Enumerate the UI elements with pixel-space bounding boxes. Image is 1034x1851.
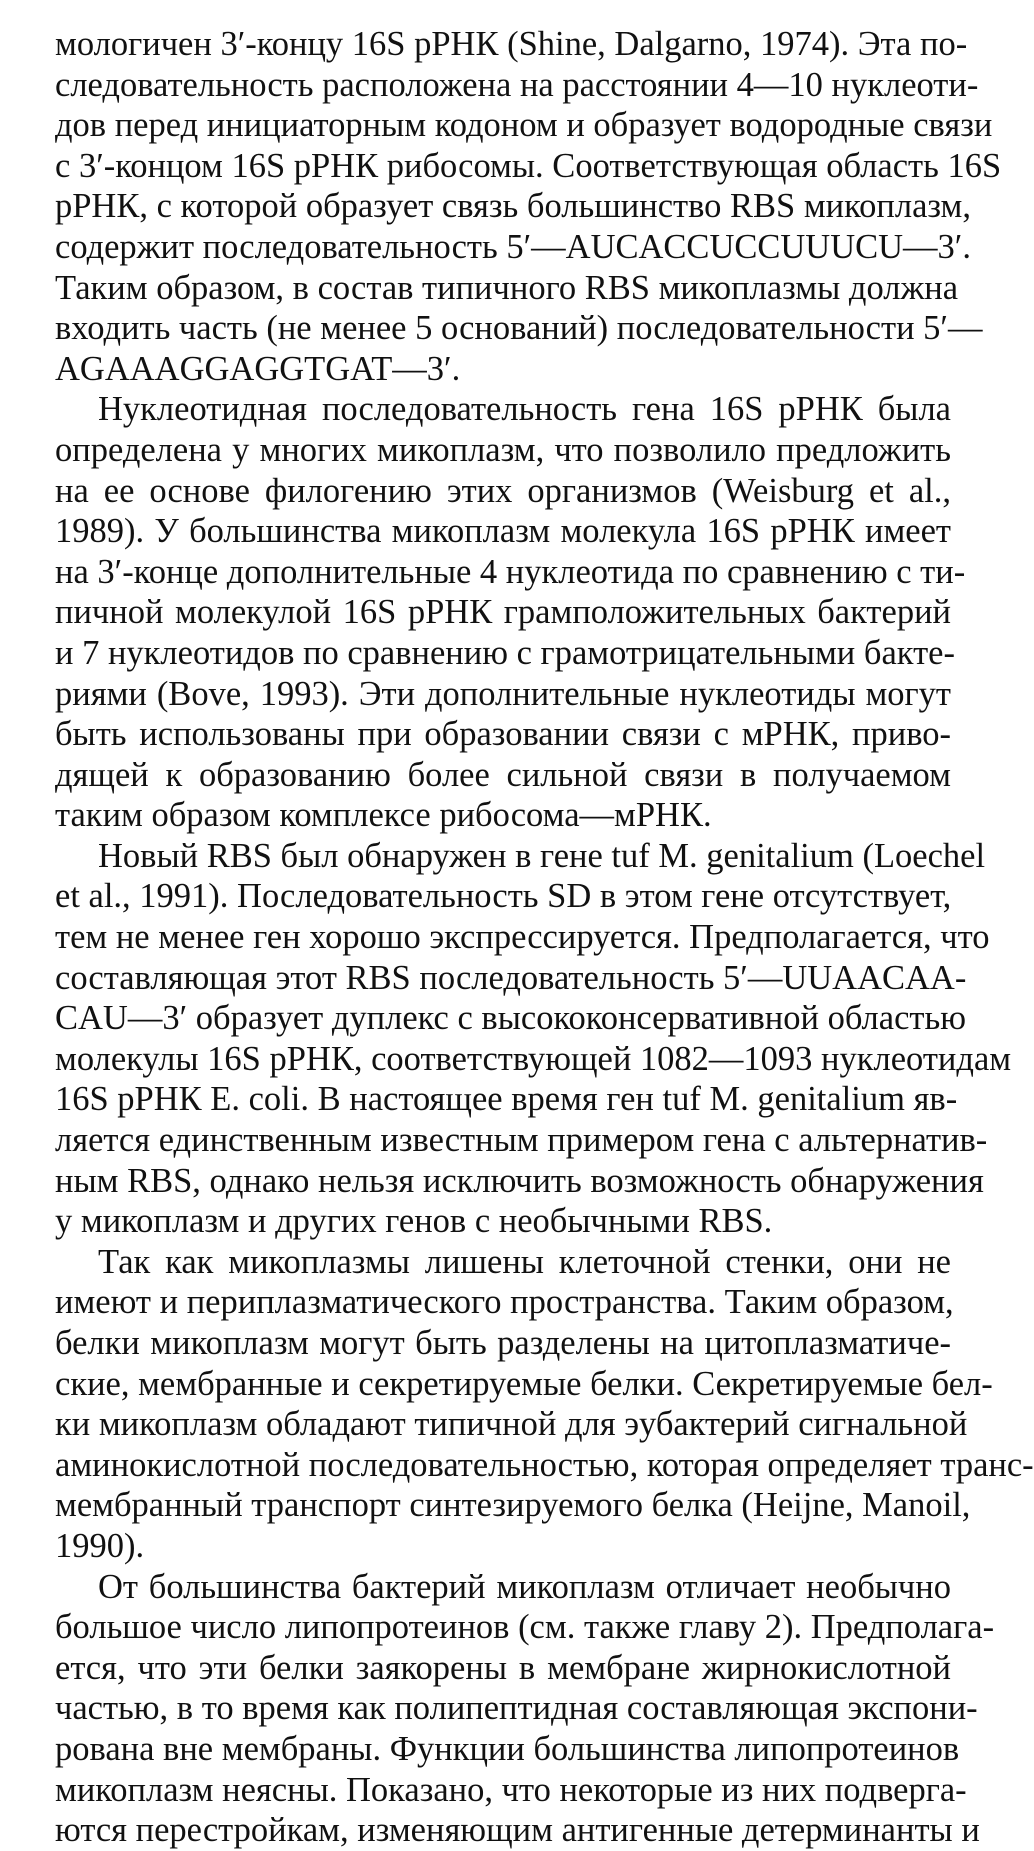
- text-line: Нуклеотидная последовательность гена 16S рРНК была: [98, 390, 951, 429]
- text-line: рРНК, с которой образует связь большинство RBS микоплазм,: [55, 187, 971, 226]
- text-line: микоплазм неясны. Показано, что некоторые из них подверга-: [55, 1770, 967, 1809]
- text-line: ным RBS, однако нельзя исключить возможность обнаружения: [55, 1161, 984, 1200]
- text-line: мембранный транспорт синтезируемого белка (Heijne, Manoil,: [55, 1486, 971, 1525]
- text-line: 1990).: [55, 1526, 145, 1565]
- text-line: имеют и периплазматического пространства. Таким образом,: [55, 1283, 954, 1322]
- text-line: на 3′-конце дополнительные 4 нуклеотида по сравнению с ти-: [55, 552, 966, 591]
- text-line: Таким образом, в состав типичного RBS микоплазмы должна: [55, 268, 959, 307]
- text-line: у микоплазм и других генов с необычными RBS.: [55, 1202, 773, 1241]
- text-line: тем не менее ген хорошо экспрессируется. Предполагается, что: [55, 918, 990, 957]
- text-line: следовательность расположена на расстоянии 4—10 нуклеоти-: [55, 65, 979, 104]
- text-line: ется, что эти белки заякорены в мембране жирнокислотной: [55, 1648, 951, 1687]
- text-line: 16S рРНК E. coli. В настоящее время ген tuf M. genitalium яв-: [55, 1080, 958, 1119]
- paragraph-4: [55, 1242, 1034, 1567]
- text-line: большое число липопротеинов (см. также главу 2). Предполага-: [55, 1608, 995, 1647]
- text-line: быть использованы при образовании связи с мРНК, приво-: [55, 715, 951, 754]
- document-body-text: [55, 24, 1034, 1851]
- text-line: CAU—3′ образует дуплекс с высококонсервативной областью: [55, 999, 966, 1038]
- paragraph-1: [55, 24, 1002, 389]
- text-line: белки микоплазм могут быть разделены на цитоплазматиче-: [55, 1324, 951, 1362]
- text-line: риями (Bove, 1993). Эти дополнительные нуклеотиды могут: [55, 674, 951, 713]
- text-line: От большинства бактерий микоплазм отличает необычно: [98, 1567, 951, 1606]
- paragraph-2: [55, 389, 966, 836]
- text-line: входить часть (не менее 5 оснований) последовательности 5′—: [55, 309, 983, 348]
- text-line: дов перед инициаторным кодоном и образует водородные связи: [55, 106, 993, 145]
- text-line: дящей к образованию более сильной связи в получаемом: [55, 755, 951, 794]
- paragraph-3: [55, 836, 1012, 1242]
- text-line: содержит последовательность 5′—AUCACCUCCUUUCU—3′.: [55, 227, 971, 266]
- text-line: определена у многих микоплазм, что позволило предложить: [55, 430, 951, 469]
- text-line: ляется единственным известным примером гена с альтернатив-: [55, 1121, 988, 1160]
- text-line: мологичен 3′-концу 16S рРНК (Shine, Dalgarno, 1974). Эта по-: [55, 25, 968, 63]
- text-line: аминокислотной последовательностью, которая определяет транс-: [55, 1445, 1034, 1484]
- text-line: таким образом комплексе рибосома—мРНК.: [55, 796, 712, 835]
- text-line: ются перестройкам, изменяющим антигенные детерминанты и: [55, 1811, 980, 1850]
- text-line: 1989). У большинства микоплазм молекула 16S рРНК имеет: [55, 512, 951, 551]
- text-line: Так как микоплазмы лишены клеточной стенки, они не: [98, 1242, 951, 1281]
- text-line: на ее основе филогению этих организмов (Weisburg et al.,: [55, 471, 951, 510]
- text-line: et al., 1991). Последовательность SD в этом гене отсутствует,: [55, 877, 952, 916]
- text-line: и 7 нуклеотидов по сравнению с грамотрицательными бакте-: [55, 633, 955, 672]
- text-line: пичной молекулой 16S рРНК грамположительных бактерий: [55, 593, 951, 632]
- text-line: молекулы 16S рРНК, соответствующей 1082—1093 нуклеотидам: [55, 1039, 1012, 1078]
- text-line: ские, мембранные и секретируемые белки. Секретируемые бел-: [55, 1364, 993, 1403]
- text-line: AGAAAGGAGGTGAT—3′.: [55, 349, 461, 388]
- text-line: ки микоплазм обладают типичной для эубактерий сигнальной: [55, 1405, 968, 1444]
- text-line: частью, в то время как полипептидная составляющая экспони-: [55, 1689, 978, 1728]
- text-line: с 3′-концом 16S рРНК рибосомы. Соответствующая область 16S: [55, 146, 1002, 185]
- paragraph-5: [55, 1567, 995, 1851]
- text-line: Новый RBS был обнаружен в гене tuf M. genitalium (Loechel: [98, 836, 986, 875]
- text-line: составляющая этот RBS последовательность 5′—UUAACAA-: [55, 958, 967, 997]
- text-line: рована вне мембраны. Функции большинства липопротеинов: [55, 1729, 960, 1768]
